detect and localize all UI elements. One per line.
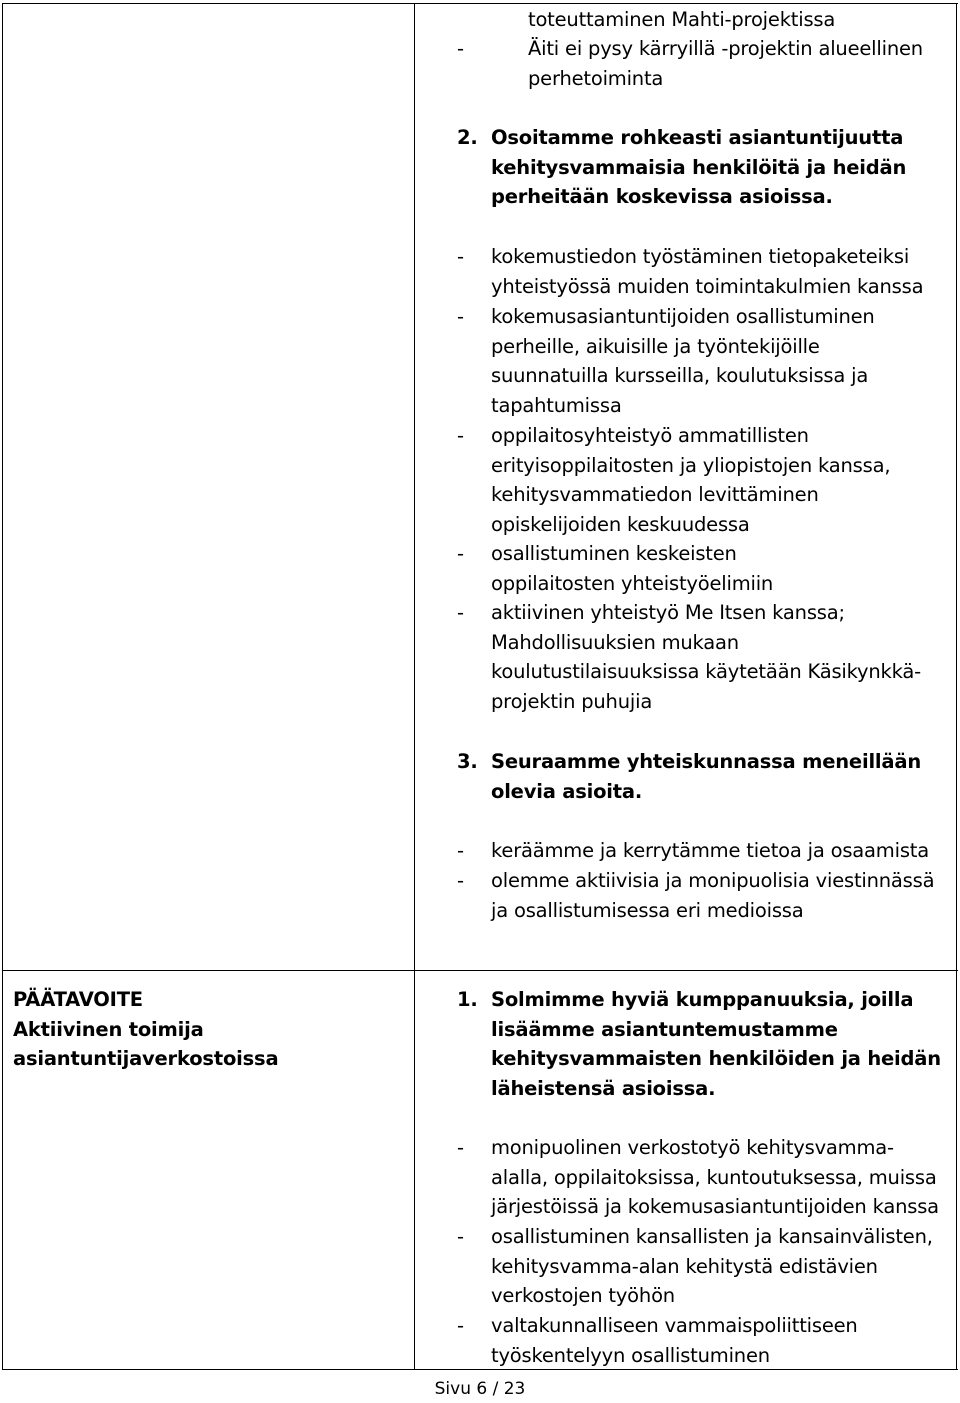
bullet-dash: -	[457, 424, 464, 447]
bullet-dash: -	[457, 542, 464, 565]
page-number: Sivu 6 / 23	[434, 1379, 526, 1399]
paatavoite-label	[13, 985, 408, 1074]
bullet-dash: -	[457, 1225, 464, 1248]
list-item-line: Mahdollisuuksien mukaan	[491, 630, 739, 654]
list-item-line: koulutustilaisuuksissa käytetään Käsikynkkä-	[491, 660, 921, 684]
heading-line: Seuraamme yhteiskunnassa meneillään	[491, 750, 922, 773]
continuation-line: toteuttaminen Mahti-projektissa	[528, 8, 836, 31]
list-item-line: kokemusasiantuntijoiden osallistuminen	[491, 305, 875, 328]
table-row-divider	[2, 970, 958, 971]
list-item-line: valtakunnalliseen vammaispoliittiseen	[491, 1314, 858, 1337]
heading-line: olevia asioita.	[491, 779, 643, 803]
bullet-dash: -	[457, 1314, 464, 1337]
bullet-dash: -	[457, 1136, 464, 1159]
heading-line: kehitysvammaisia henkilöitä ja heidän	[491, 155, 907, 179]
list-item-line: perhetoiminta	[528, 66, 664, 90]
paatavoite-line: Aktiivinen toimija	[13, 1017, 204, 1041]
bullet-dash: -	[457, 839, 464, 862]
list-item-line: osallistuminen kansallisten ja kansainvälisten,	[491, 1225, 933, 1248]
list-item-line: perheille, aikuisille ja työntekijöille	[491, 334, 820, 358]
heading-line: Solmimme hyviä kumppanuuksia, joilla	[491, 988, 914, 1011]
list-item-line: Äiti ei pysy kärryillä -projektin alueellinen	[528, 37, 923, 60]
heading-line: Osoitamme rohkeasti asiantuntijuutta	[491, 126, 904, 149]
goal-number: 2.	[457, 126, 478, 149]
bullet-dash: -	[457, 37, 464, 60]
bullet-dash: -	[457, 245, 464, 268]
table-left-border	[2, 3, 3, 1370]
heading-line: kehitysvammaisten henkilöiden ja heidän	[491, 1047, 941, 1071]
heading-line: perheitään koskevissa asioissa.	[491, 185, 833, 209]
list-item-line: tapahtumissa	[491, 394, 622, 418]
list-item-line: yhteistyössä muiden toimintakulmien kanssa	[491, 274, 924, 298]
goal-number: 1.	[457, 988, 478, 1011]
list-item-line: kehitysvamma-alan kehitystä edistävien	[491, 1254, 878, 1278]
list-item-line: oppilaitosten yhteistyöelimiin	[491, 571, 774, 595]
list-item-line: kokemustiedon työstäminen tietopaketeiksi	[491, 245, 910, 268]
list-item-line: kehitysvammatiedon levittäminen	[491, 483, 819, 507]
list-item-line: aktiivinen yhteistyö Me Itsen kanssa;	[491, 601, 845, 624]
list-item-line: suunnatuilla kursseilla, koulutuksissa ja	[491, 364, 869, 388]
paatavoite-line: asiantuntijaverkostoissa	[13, 1047, 279, 1071]
bullet-dash: -	[457, 305, 464, 328]
list-item-line: alalla, oppilaitoksissa, kuntoutuksessa, muissa	[491, 1165, 937, 1189]
table-right-border	[956, 3, 957, 1370]
list-item-line: ja osallistumisessa eri medioissa	[491, 898, 804, 922]
bullet-dash: -	[457, 601, 464, 624]
list-item-line: olemme aktiivisia ja monipuolisia viestinnässä	[491, 869, 935, 892]
list-item-line: järjestöissä ja kokemusasiantuntijoiden kanssa	[491, 1195, 939, 1219]
goal-number: 3.	[457, 750, 478, 773]
list-item-line: verkostojen työhön	[491, 1284, 675, 1308]
list-item-line: opiskelijoiden keskuudessa	[491, 513, 750, 537]
list-item-line: monipuolinen verkostotyö kehitysvamma-	[491, 1136, 894, 1159]
list-item-line: projektin puhujia	[491, 690, 653, 714]
table-top-border	[2, 3, 958, 4]
paatavoite-title: PÄÄTAVOITE	[13, 988, 143, 1011]
list-item-line: oppilaitosyhteistyö ammatillisten	[491, 424, 809, 447]
list-item-line: työskentelyyn osallistuminen	[491, 1343, 770, 1367]
list-item-line: erityisoppilaitosten ja yliopistojen kanssa,	[491, 453, 891, 477]
bullet-dash: -	[457, 869, 464, 892]
list-item-line: osallistuminen keskeisten	[491, 542, 737, 565]
list-item-line: keräämme ja kerrytämme tietoa ja osaamista	[491, 839, 929, 862]
table-column-divider	[414, 3, 415, 1370]
heading-line: lisäämme asiantuntemustamme	[491, 1017, 838, 1041]
heading-line: läheistensä asioissa.	[491, 1077, 716, 1101]
